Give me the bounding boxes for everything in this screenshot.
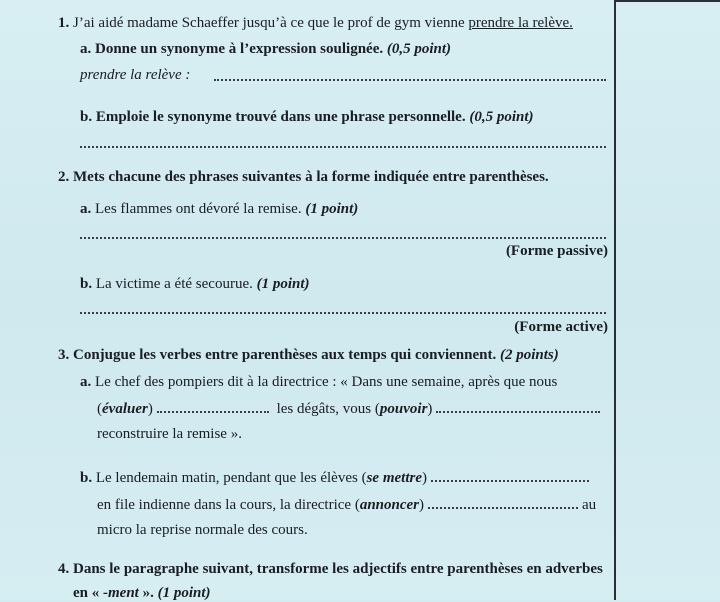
- question-1a: [80, 40, 451, 58]
- verb: annoncer: [359, 497, 419, 513]
- question-title: Conjugue les verbes entre parenthèses aux temps qui conviennent.: [73, 347, 497, 363]
- instruction: Donne un synonyme à l’expression soulignée.: [95, 41, 384, 57]
- sentence: Les flammes ont dévoré la remise.: [95, 201, 302, 217]
- points: (1 point): [157, 585, 211, 601]
- verb-blank[interactable]: [157, 399, 269, 413]
- target-form: (Forme active): [514, 319, 608, 335]
- question-3a-line2: (évaluer) les dégâts, vous (pouvoir): [97, 399, 604, 418]
- underlined-expression: prendre la relève.: [468, 15, 573, 31]
- points: (0,5 point): [469, 109, 534, 125]
- question-4: [58, 560, 603, 578]
- question-3: [58, 346, 559, 364]
- score-box-edge: [614, 0, 720, 2]
- sentence: Le chef des pompiers dit à la directrice : « Dans une semaine, après que nous: [95, 374, 558, 390]
- answer-line[interactable]: [80, 237, 606, 239]
- verb: pouvoir: [379, 401, 428, 417]
- verb: évaluer: [102, 401, 148, 417]
- sentence-part: les dégâts, vous: [276, 401, 372, 417]
- question-3b-line2: en file indienne dans la cours, la directrice (annoncer) au: [97, 497, 597, 513]
- question-3a-line1: [80, 373, 557, 391]
- margin-rule: [614, 0, 616, 600]
- title-part: ».: [142, 585, 154, 601]
- points: (0,5 point): [386, 41, 452, 57]
- item-label: b.: [80, 109, 93, 125]
- question-3b-line3: micro la reprise normale des cours.: [97, 522, 308, 538]
- question-2a: [80, 200, 358, 218]
- question-title: Mets chacune des phrases suivantes à la forme indiquée entre parenthèses.: [73, 169, 549, 185]
- instruction: Emploie le synonyme trouvé dans une phrase personnelle.: [95, 109, 466, 125]
- target-form: (Forme passive): [505, 243, 608, 259]
- question-number: 3.: [58, 347, 70, 363]
- points: (1 point): [256, 276, 310, 292]
- question-2b: [80, 275, 310, 293]
- question-4-line2: [73, 584, 211, 602]
- verb: se mettre: [366, 470, 422, 486]
- sentence: La victime a été secourue.: [95, 276, 253, 292]
- question-number: 4.: [58, 561, 70, 577]
- title-part: en «: [73, 585, 100, 601]
- item-label: b.: [80, 276, 93, 292]
- answer-line[interactable]: [80, 146, 606, 148]
- answer-prefix: prendre la relève :: [80, 67, 191, 83]
- question-number: 1.: [58, 15, 70, 31]
- sentence-part: Le lendemain matin, pendant que les élèves: [95, 470, 358, 486]
- question-3a-line3: reconstruire la remise ».: [97, 426, 242, 442]
- question-1b: [80, 108, 534, 126]
- verb-blank[interactable]: [436, 399, 600, 413]
- verb-blank[interactable]: [431, 468, 589, 482]
- sentence-part: au: [582, 497, 597, 513]
- verb-blank[interactable]: [428, 495, 578, 509]
- answer-line[interactable]: [214, 79, 606, 81]
- question-1: [58, 14, 573, 32]
- suffix: -ment: [103, 585, 139, 601]
- points: (2 points): [499, 347, 559, 363]
- item-label: a.: [80, 41, 92, 57]
- question-title: Dans le paragraphe suivant, transforme les adjectifs entre parenthèses en adverbes: [73, 561, 603, 577]
- sentence-part: en file indienne dans la cours, la directrice: [97, 497, 352, 513]
- item-label: b.: [80, 470, 93, 486]
- question-2: [58, 168, 549, 186]
- points: (1 point): [305, 201, 359, 217]
- item-label: a.: [80, 201, 92, 217]
- answer-line[interactable]: [80, 312, 606, 314]
- question-text: J’ai aidé madame Schaeffer jusqu’à ce que le prof de gym vienne: [73, 15, 469, 31]
- question-3b-line1: b. Le lendemain matin, pendant que les élèves (se mettre): [80, 468, 593, 487]
- question-number: 2.: [58, 169, 70, 185]
- item-label: a.: [80, 374, 92, 390]
